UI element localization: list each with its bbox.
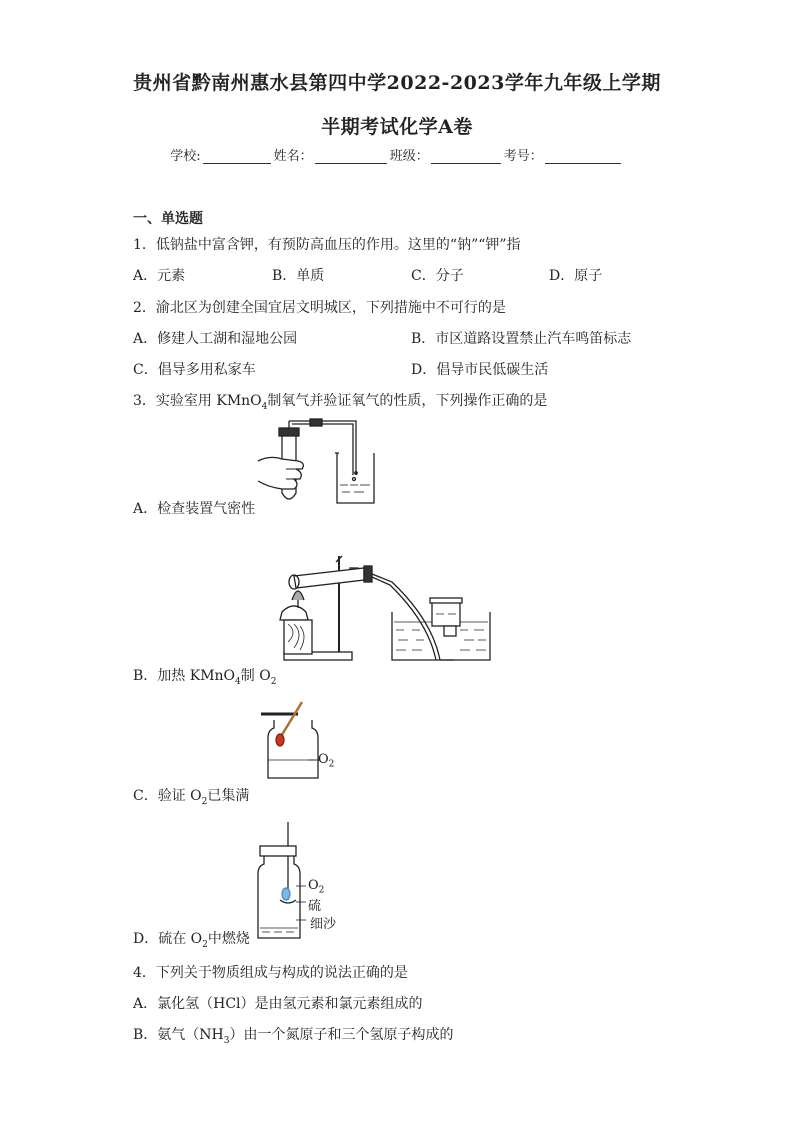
q1-stem: 1．低钠盐中富含钾，有预防高血压的作用。这里的“钠”“钾”指 [133, 237, 521, 253]
student-info-line [0, 145, 794, 164]
name-label: 姓名： [273, 149, 313, 164]
school-label: 学校: [170, 149, 201, 164]
q4-option-b: B．氨气$(NH_3)$由一个氮原子和三个氢原子构成的 [133, 1027, 454, 1046]
class-blank[interactable] [431, 149, 501, 164]
figure-c-o2-label: $O_2$ [318, 752, 335, 770]
q2-stem: 2．渝北区为创建全国宜居文明城区，下列措施中不可行的是 [133, 300, 506, 316]
exam-title-line1: 贵州省黔南州惠水县第四中学2022-2023学年九年级上学期 [133, 72, 661, 94]
q2-option-d: D．倡导市民低碳生活 [411, 362, 549, 378]
number-blank[interactable] [545, 149, 621, 164]
figure-d-sand-label: 细沙 [310, 917, 337, 932]
q3-stem: 3．实验室用 KMnO$_4$制氧气并验证氧气的性质，下列操作正确的是 [133, 393, 548, 412]
figure-heating-apparatus [264, 552, 494, 667]
q2-option-b: B．市区道路设置禁止汽车鸣笛标志 [411, 331, 632, 347]
q3-option-a: A．检查装置气密性 [133, 501, 256, 517]
figure-verify-oxygen-full [258, 700, 348, 780]
class-label: 班级： [389, 149, 429, 164]
figure-airtightness-check [250, 415, 380, 510]
q3-option-c: C．验证 $O_2$已集满 [133, 788, 250, 807]
q3-option-b: B．加热 KMnO$_4$制 $O_2$ [133, 668, 277, 687]
q3-option-d: D．硫在 $O_2$中燃烧 [133, 931, 250, 950]
q1-option-c: C．分子 [411, 268, 464, 284]
figure-d-sulfur-label: 硫 [308, 899, 322, 914]
section-heading-single-choice: 一、单选题 [133, 211, 203, 227]
q1-option-b: B．单质 [272, 268, 325, 284]
q1-option-a: A．元素 [133, 268, 186, 284]
exam-title-line2: 半期考试化学A卷 [321, 116, 473, 138]
school-blank[interactable] [203, 149, 271, 164]
number-label: 考号： [503, 149, 543, 164]
q2-option-a: A．修建人工湖和湿地公园 [133, 331, 298, 347]
q4-stem: 4．下列关于物质组成与构成的说法正确的是 [133, 965, 408, 981]
q2-option-c: C．倡导多用私家车 [133, 362, 256, 378]
name-blank[interactable] [315, 149, 387, 164]
figure-sulfur-burning [252, 820, 312, 945]
q4-option-a: A．氯化氢（HCl）是由氢元素和氯元素组成的 [133, 996, 423, 1012]
figure-d-o2-label: $O_2$ [308, 878, 325, 896]
q1-option-d: D．原子 [549, 268, 603, 284]
